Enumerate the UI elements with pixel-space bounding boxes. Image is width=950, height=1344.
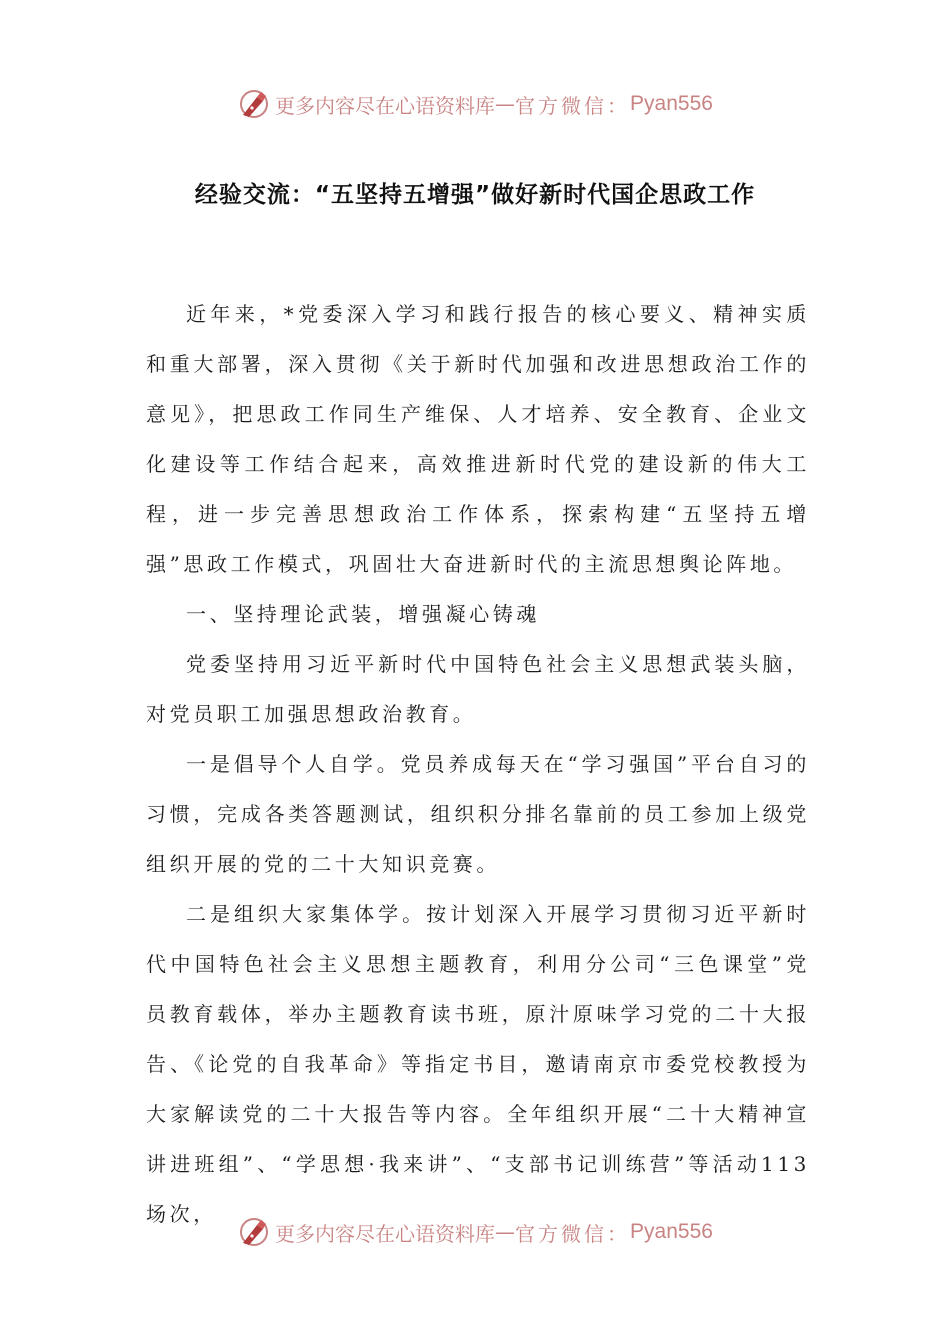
- watermark-brand-text: 更多内容尽在心语资料库: [275, 93, 496, 118]
- paragraph-intro: 近年来，*党委深入学习和践行报告的核心要义、精神实质和重大部署，深入贯彻《关于新时代加强和改进思想政治工作的意见》，把思政工作同生产维保、人才培养、安全教育、企业文化建设等工作结合起来，高效推进新时代党的建设新的伟大工程，进一步完善思想政治工作体系，探索构建“五坚持五增强”思政工作模式，巩固壮大奋进新时代的主流思想舆论阵地。: [146, 302, 810, 576]
- paragraph-collective-study: 二是组织大家集体学。按计划深入开展学习贯彻习近平新时代中国特色社会主义思想主题教育，利用分公司“三色课堂”党员教育载体，举办主题教育读书班，原汁原味学习党的二十大报告、《论党的自我革命》等指定书目，邀请南京市委党校教授为大家解读党的二十大报告等内容。全年组织开展“二十大精神宣讲进班组”、“学思想·我来讲”、“支部书记训练营”等活动113场次，: [146, 902, 810, 1226]
- header-watermark: [0, 84, 950, 124]
- watermark-dash: —: [495, 1220, 516, 1244]
- watermark-official-text: 官方微信：: [515, 1221, 631, 1246]
- paragraph-section-1-lead: 党委坚持用习近平新时代中国特色社会主义思想武装头脑，对党员职工加强思想政治教育。: [146, 652, 810, 726]
- pen-nib-logo-icon: [237, 87, 271, 121]
- footer-watermark: [0, 1212, 950, 1252]
- watermark-official-text: 官方微信：: [515, 93, 631, 118]
- watermark-wechat-id: Pyan556: [630, 1220, 713, 1243]
- section-heading-1: 一、坚持理论武装，增强凝心铸魂: [186, 602, 540, 626]
- document-body: [146, 289, 810, 1239]
- paragraph-individual-study: 一是倡导个人自学。党员养成每天在“学习强国”平台自习的习惯，完成各类答题测试，组织积分排名靠前的员工参加上级党组织开展的党的二十大知识竞赛。: [146, 752, 810, 876]
- watermark-dash: —: [495, 92, 516, 116]
- pen-nib-logo-icon: [237, 1215, 271, 1249]
- watermark-brand-text: 更多内容尽在心语资料库: [275, 1221, 496, 1246]
- document-title: 经验交流：“五坚持五增强”做好新时代国企思政工作: [194, 182, 756, 208]
- watermark-wechat-id: Pyan556: [630, 92, 713, 115]
